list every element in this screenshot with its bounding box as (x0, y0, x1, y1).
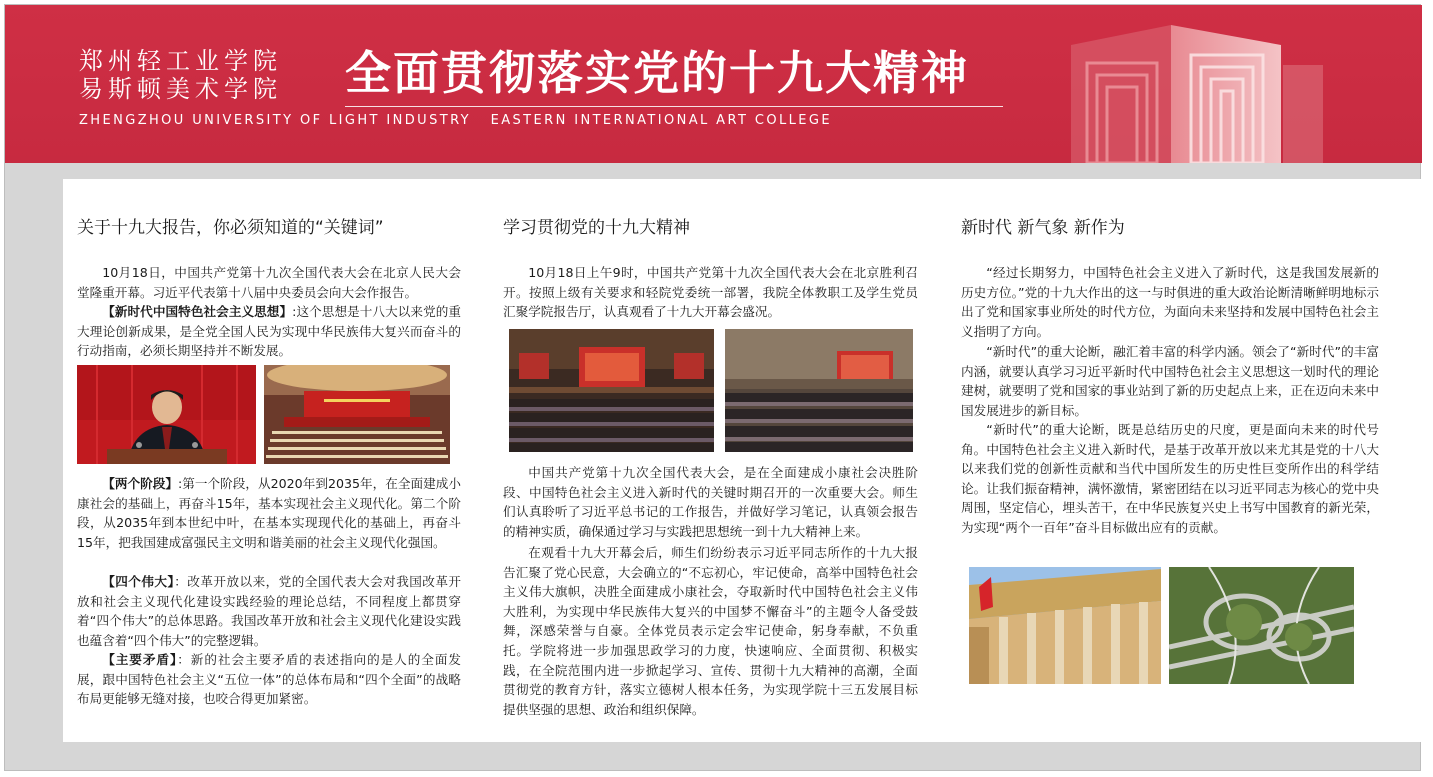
building-graphic (1051, 15, 1351, 163)
keyword: 【新时代中国特色社会主义思想】 (102, 304, 293, 319)
paragraph: 10月18日，中国共产党第十九次全国代表大会在北京人民大会堂隆重开幕。习近平代表第十八届中央委员会向大会作报告。 (77, 265, 461, 300)
paragraph: 【主要矛盾】：新的社会主要矛盾的表述指向的是人的全面发展，跟中国特色社会主义“五位一体”的总体布局和“四个全面”的战略布局更能够无缝对接，也咬合得更加紧密。 (77, 652, 462, 707)
paragraph: 【两个阶段】:第一个阶段，从2020年到2035年，在全面建成小康社会的基础上，再奋斗15年，基本实现社会主义现代化。第二个阶段，从2035年到本世纪中叶，在基本实现现代化的基础上，再奋斗15年，把我国建成富强民主文明和谐美丽的社会主义现代化强国。 (77, 476, 462, 550)
keyword: 【四个伟大】 (102, 574, 175, 589)
keyword: 【两个阶段】 (102, 476, 178, 491)
photo-great-hall (969, 567, 1161, 684)
header-banner (5, 5, 1422, 163)
paragraph: 在观看十九大开幕会后，师生们纷纷表示习近平同志所作的十九大报告汇聚了党心民意，大会确立的“不忘初心，牢记使命，高举中国特色社会主义伟大旗帜，决胜全面建成小康社会，夺取新时代中国特色社会主义伟大胜利，为实现中华民族伟大复兴的中国梦不懈奋斗”的主题令人备受鼓舞，深感荣誉与自豪。全体党员表示定会牢记使命，躬身奉献，不负重托。学院将进一步加强思政学习的力度，快速响应、全面贯彻、积极实践，在全院范围内进一步掀起学习、宣传、贯彻十九大精神的高潮，全面贯彻党的教育方针，落实立德树人根本任务，为实现学院十三五发展目标提供坚强的思想、政治和组织保障。 (503, 545, 918, 717)
photo-congress-hall (264, 365, 450, 464)
banner-title: 全面贯彻落实党的十九大精神 (345, 46, 969, 100)
title-underline (345, 106, 1003, 107)
content-panel (63, 179, 1423, 742)
paragraph: 【四个伟大】：改革开放以来，党的全国代表大会对我国改革开放和社会主义现代化建设实践经验的理论总结，不同程度上都贯穿着“四个伟大”的总体思路。我国改革开放和社会主义现代化建设实践也蕴含着“四个伟大”的完整逻辑。 (77, 574, 462, 648)
paragraph: “经过长期努力，中国特色社会主义进入了新时代，这是我国发展新的历史方位。”党的十九大作出的这一与时俱进的重大政治论断清晰鲜明地标示出了党和国家事业所处的时代方位，为面向未来坚持和发展中国特色社会主义指明了方向。 (961, 265, 1379, 339)
photo-lecture-hall-1 (509, 329, 714, 452)
photo-speaker (77, 365, 256, 464)
paragraph: 10月18日上午9时，中国共产党第十九次全国代表大会在北京胜利召开。按照上级有关要求和轻院党委统一部署，我院全体教职工及学生党员汇聚学院报告厅，认真观看了十九大开幕会盛况。 (503, 265, 918, 320)
university-name (79, 47, 282, 103)
column-heading: 关于十九大报告，你必须知道的“关键词” (77, 218, 384, 238)
display-board (4, 4, 1421, 771)
photo-lecture-hall-2 (725, 329, 913, 452)
column-heading: 新时代 新气象 新作为 (961, 218, 1125, 238)
university-name-line1: 郑州轻工业学院 (79, 47, 282, 75)
paragraph: “新时代”的重大论断，既是总结历史的尺度，更是面向未来的时代号角。中国特色社会主义进入新时代，是基于改革开放以来尤其是党的十八大以来我们党的创新性贡献和当代中国所发生的历史性巨变所作出的科学结论。让我们振奋精神，满怀激情，紧密团结在以习近平同志为核心的党中央周围，坚定信心，埋头苦干，在中华民族复兴史上书写中国教育的新光荣，为实现“两个一百年”奋斗目标做出应有的贡献。 (961, 422, 1379, 535)
paragraph: “新时代”的重大论断，融汇着丰富的科学内涵。领会了“新时代”的丰富内涵，就要认真学习习近平新时代中国特色社会主义思想这一划时代的理论建树，就要明了党和国家的事业站到了新的历史起点上来，正在迈向未来中国发展进步的新目标。 (961, 344, 1379, 418)
keyword: 【主要矛盾】 (102, 652, 178, 667)
paragraph: 【新时代中国特色社会主义思想】:这个思想是十八大以来党的重大理论创新成果，是全党全国人民为实现中华民族伟大复兴而奋斗的行动指南，必须长期坚持并不断发展。 (77, 304, 462, 359)
paragraph: 中国共产党第十九次全国代表大会，是在全面建成小康社会决胜阶段、中国特色社会主义进入新时代的关键时期召开的一次重要大会。师生们认真聆听了习近平总书记的工作报告，并做好学习笔记，认真领会报告的精神实质，确保通过学习与实践把思想统一到十九大精神上来。 (503, 465, 918, 539)
column-heading: 学习贯彻党的十九大精神 (503, 218, 690, 238)
photo-highway-interchange (1169, 567, 1354, 684)
university-name-line2: 易斯顿美术学院 (79, 75, 282, 103)
english-name: ZHENGZHOU UNIVERSITY OF LIGHT INDUSTRY EASTERN INTERNATIONAL ART COLLEGE (79, 113, 832, 128)
